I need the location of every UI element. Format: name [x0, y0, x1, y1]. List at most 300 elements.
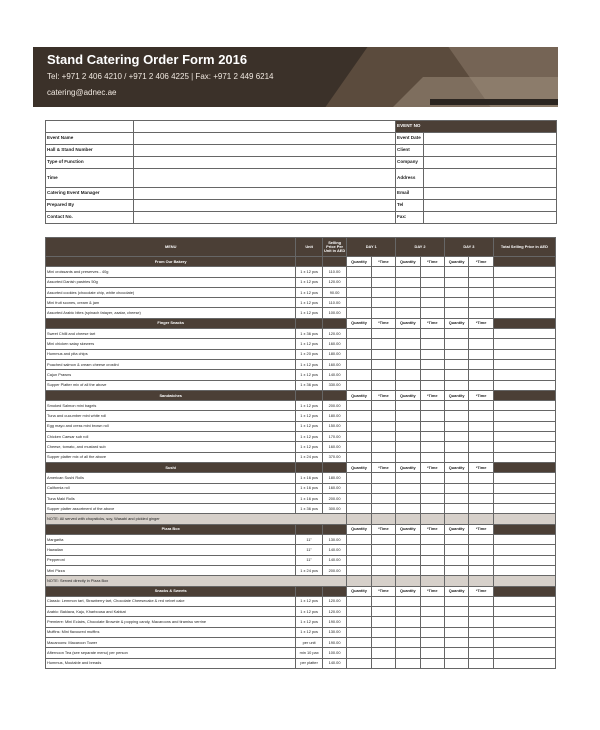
time-input[interactable]: [469, 298, 493, 308]
time-input[interactable]: [469, 648, 493, 658]
total-price-cell[interactable]: [493, 267, 555, 277]
info-row: [46, 157, 557, 169]
time-input[interactable]: [371, 545, 395, 555]
total-price-cell[interactable]: [493, 658, 555, 668]
quantity-input[interactable]: [347, 308, 371, 318]
time-input[interactable]: [469, 545, 493, 555]
quantity-input[interactable]: [396, 493, 420, 503]
time-input[interactable]: [371, 267, 395, 277]
time-input[interactable]: [469, 596, 493, 606]
info-row: [46, 200, 557, 212]
time-input[interactable]: [420, 473, 444, 483]
info-label: Prepared By: [46, 200, 134, 212]
quantity-input[interactable]: [396, 277, 420, 287]
quantity-input[interactable]: [396, 298, 420, 308]
time-input[interactable]: [420, 298, 444, 308]
quantity-input[interactable]: [444, 411, 468, 421]
table-row: [46, 617, 556, 627]
quantity-input[interactable]: [396, 359, 420, 369]
quantity-input[interactable]: [347, 411, 371, 421]
time-input[interactable]: [371, 411, 395, 421]
total-price-cell[interactable]: [493, 596, 555, 606]
info-label: Company: [396, 157, 424, 169]
item-unit: 1 x 12 pcs: [296, 277, 322, 287]
time-input[interactable]: [371, 442, 395, 452]
info-value-field[interactable]: [134, 169, 396, 188]
quantity-input[interactable]: [444, 483, 468, 493]
time-input[interactable]: [469, 473, 493, 483]
quantity-input[interactable]: [444, 339, 468, 349]
section-header-cell: [322, 586, 346, 596]
total-price-cell[interactable]: [493, 493, 555, 503]
quantity-input[interactable]: [347, 545, 371, 555]
time-input[interactable]: [371, 648, 395, 658]
quantity-input[interactable]: [444, 452, 468, 462]
time-input[interactable]: [371, 504, 395, 514]
time-input[interactable]: [420, 637, 444, 647]
total-price-cell[interactable]: [493, 401, 555, 411]
time-input[interactable]: [371, 370, 395, 380]
time-input[interactable]: [469, 493, 493, 503]
total-price-cell[interactable]: [493, 483, 555, 493]
quantity-input[interactable]: [444, 555, 468, 565]
quantity-input[interactable]: [396, 504, 420, 514]
quantity-input[interactable]: [396, 339, 420, 349]
time-input[interactable]: [420, 627, 444, 637]
item-unit: per platter: [296, 658, 322, 668]
time-input[interactable]: [469, 617, 493, 627]
time-input[interactable]: [469, 411, 493, 421]
time-input[interactable]: [371, 349, 395, 359]
time-input[interactable]: [420, 401, 444, 411]
total-price-cell[interactable]: [493, 648, 555, 658]
section-header-row: [46, 524, 556, 534]
quantity-input[interactable]: [444, 421, 468, 431]
time-input[interactable]: [371, 535, 395, 545]
time-input[interactable]: [469, 267, 493, 277]
time-input[interactable]: [420, 658, 444, 668]
total-price-cell[interactable]: [493, 535, 555, 545]
time-input[interactable]: [469, 565, 493, 575]
quantity-input[interactable]: [396, 421, 420, 431]
time-input[interactable]: [420, 339, 444, 349]
info-value-field[interactable]: [134, 121, 396, 133]
quantity-input[interactable]: [347, 535, 371, 545]
section-title: Snacks & Sweets: [46, 586, 296, 596]
info-value-field[interactable]: [424, 133, 557, 145]
quantity-input[interactable]: [396, 658, 420, 668]
time-input[interactable]: [469, 329, 493, 339]
time-input[interactable]: [469, 535, 493, 545]
quantity-input[interactable]: [347, 596, 371, 606]
info-value-field[interactable]: [424, 200, 557, 212]
quantity-input[interactable]: [444, 648, 468, 658]
quantity-input[interactable]: [396, 432, 420, 442]
time-label: *Time: [371, 524, 395, 534]
quantity-input[interactable]: [396, 329, 420, 339]
item-name: Classic: Lemmon tart, Strawberry tart, Chocolate Cheesecake & red velvet cake: [46, 596, 296, 606]
time-input[interactable]: [469, 359, 493, 369]
time-input[interactable]: [371, 555, 395, 565]
quantity-input[interactable]: [396, 596, 420, 606]
time-input[interactable]: [420, 565, 444, 575]
item-unit: 1 x 12 pcs: [296, 308, 322, 318]
quantity-input[interactable]: [444, 267, 468, 277]
time-input[interactable]: [469, 339, 493, 349]
quantity-input[interactable]: [347, 298, 371, 308]
info-value-field[interactable]: [424, 157, 557, 169]
quantity-input[interactable]: [396, 349, 420, 359]
total-price-cell[interactable]: [493, 339, 555, 349]
table-row: [46, 473, 556, 483]
quantity-input[interactable]: [444, 370, 468, 380]
time-input[interactable]: [469, 287, 493, 297]
time-input[interactable]: [420, 504, 444, 514]
time-input[interactable]: [371, 339, 395, 349]
total-price-cell[interactable]: [493, 504, 555, 514]
time-input[interactable]: [420, 432, 444, 442]
quantity-input[interactable]: [444, 637, 468, 647]
total-price-cell[interactable]: [493, 607, 555, 617]
quantity-input[interactable]: [347, 370, 371, 380]
item-unit: min 10 pax: [296, 648, 322, 658]
section-header-cell: [493, 318, 555, 328]
item-price: 150.00: [322, 421, 346, 431]
total-price-cell[interactable]: [493, 421, 555, 431]
item-name: Arabic: Baklava, Kaju, Kharbousa and Kabkat: [46, 607, 296, 617]
time-input[interactable]: [420, 421, 444, 431]
time-input[interactable]: [371, 432, 395, 442]
time-input[interactable]: [420, 287, 444, 297]
quantity-input[interactable]: [444, 349, 468, 359]
quantity-input[interactable]: [396, 452, 420, 462]
quantity-input[interactable]: [347, 555, 371, 565]
time-input[interactable]: [371, 298, 395, 308]
section-header-row: [46, 462, 556, 472]
quantity-input[interactable]: [444, 401, 468, 411]
table-row: [46, 421, 556, 431]
quantity-input[interactable]: [396, 627, 420, 637]
quantity-input[interactable]: [444, 442, 468, 452]
time-input[interactable]: [371, 277, 395, 287]
total-price-cell[interactable]: [493, 442, 555, 452]
total-price-cell[interactable]: [493, 277, 555, 287]
item-unit: 1 x 12 pcs: [296, 627, 322, 637]
total-price-cell[interactable]: [493, 545, 555, 555]
section-header-cell: [493, 524, 555, 534]
quantity-input[interactable]: [396, 637, 420, 647]
time-input[interactable]: [371, 483, 395, 493]
info-value-field[interactable]: [134, 188, 396, 200]
time-input[interactable]: [420, 607, 444, 617]
quantity-input[interactable]: [347, 421, 371, 431]
time-input[interactable]: [420, 617, 444, 627]
time-label: *Time: [469, 390, 493, 400]
quantity-input[interactable]: [347, 329, 371, 339]
time-input[interactable]: [420, 349, 444, 359]
time-input[interactable]: [469, 658, 493, 668]
quantity-input[interactable]: [444, 627, 468, 637]
total-price-cell[interactable]: [493, 370, 555, 380]
total-price-cell[interactable]: [493, 287, 555, 297]
section-header-cell: [296, 524, 322, 534]
time-input[interactable]: [371, 287, 395, 297]
table-header-row: [46, 238, 556, 257]
quantity-input[interactable]: [347, 637, 371, 647]
total-price-cell[interactable]: [493, 432, 555, 442]
quantity-input[interactable]: [347, 452, 371, 462]
section-title: Finger Snacks: [46, 318, 296, 328]
quantity-input[interactable]: [396, 473, 420, 483]
time-input[interactable]: [420, 535, 444, 545]
quantity-input[interactable]: [444, 329, 468, 339]
total-price-cell[interactable]: [493, 627, 555, 637]
time-input[interactable]: [420, 329, 444, 339]
time-input[interactable]: [420, 545, 444, 555]
time-input[interactable]: [420, 370, 444, 380]
quantity-input[interactable]: [347, 504, 371, 514]
quantity-input[interactable]: [444, 359, 468, 369]
quantity-input[interactable]: [396, 545, 420, 555]
time-input[interactable]: [371, 359, 395, 369]
quantity-input[interactable]: [444, 596, 468, 606]
quantity-input[interactable]: [347, 607, 371, 617]
time-input[interactable]: [469, 432, 493, 442]
time-input[interactable]: [469, 607, 493, 617]
time-input[interactable]: [469, 308, 493, 318]
time-input[interactable]: [469, 627, 493, 637]
info-value-field[interactable]: [134, 212, 396, 224]
time-input[interactable]: [371, 596, 395, 606]
quantity-input[interactable]: [347, 617, 371, 627]
total-price-cell[interactable]: [493, 298, 555, 308]
item-price: 200.00: [322, 401, 346, 411]
quantity-input[interactable]: [347, 442, 371, 452]
info-value-field[interactable]: [424, 188, 557, 200]
table-row: [46, 267, 556, 277]
time-input[interactable]: [420, 308, 444, 318]
time-input[interactable]: [371, 565, 395, 575]
item-price: 330.00: [322, 380, 346, 390]
quantity-input[interactable]: [444, 380, 468, 390]
item-name: Mini fruit scones, cream & jam: [46, 298, 296, 308]
time-input[interactable]: [371, 473, 395, 483]
info-row: [46, 188, 557, 200]
total-price-cell[interactable]: [493, 555, 555, 565]
quantity-input[interactable]: [347, 658, 371, 668]
quantity-input[interactable]: [347, 349, 371, 359]
time-input[interactable]: [469, 555, 493, 565]
time-input[interactable]: [371, 380, 395, 390]
info-value-field[interactable]: [134, 157, 396, 169]
quantity-input[interactable]: [347, 565, 371, 575]
quantity-input[interactable]: [444, 617, 468, 627]
item-name: Macaroons: Macaroon Tower: [46, 637, 296, 647]
total-price-cell[interactable]: [493, 411, 555, 421]
total-price-cell[interactable]: [493, 473, 555, 483]
item-name: Mini Pizza: [46, 565, 296, 575]
quantity-input[interactable]: [396, 483, 420, 493]
quantity-input[interactable]: [347, 473, 371, 483]
quantity-input[interactable]: [444, 493, 468, 503]
item-price: 170.00: [322, 432, 346, 442]
total-price-cell[interactable]: [493, 617, 555, 627]
note-cell: [371, 514, 395, 524]
total-price-cell[interactable]: [493, 565, 555, 575]
quantity-input[interactable]: [347, 287, 371, 297]
time-input[interactable]: [469, 637, 493, 647]
quantity-input[interactable]: [347, 648, 371, 658]
quantity-input[interactable]: [396, 287, 420, 297]
quantity-input[interactable]: [444, 287, 468, 297]
info-value-field[interactable]: [134, 200, 396, 212]
time-input[interactable]: [469, 277, 493, 287]
time-input[interactable]: [469, 442, 493, 452]
time-label: *Time: [371, 390, 395, 400]
time-input[interactable]: [371, 493, 395, 503]
header-day3: DAY 3: [444, 238, 493, 257]
total-price-cell[interactable]: [493, 452, 555, 462]
header-day2: DAY 2: [396, 238, 445, 257]
time-input[interactable]: [420, 442, 444, 452]
item-name: American Sushi Rolls: [46, 473, 296, 483]
quantity-input[interactable]: [347, 277, 371, 287]
quantity-input[interactable]: [347, 359, 371, 369]
quantity-input[interactable]: [347, 401, 371, 411]
quantity-input[interactable]: [347, 380, 371, 390]
quantity-input[interactable]: [396, 648, 420, 658]
quantity-input[interactable]: [444, 535, 468, 545]
total-price-cell[interactable]: [493, 349, 555, 359]
item-name: Hummus, Moutable and breads: [46, 658, 296, 668]
quantity-input[interactable]: [444, 473, 468, 483]
quantity-input[interactable]: [347, 493, 371, 503]
time-input[interactable]: [469, 483, 493, 493]
time-input[interactable]: [469, 380, 493, 390]
quantity-input[interactable]: [396, 442, 420, 452]
quantity-input[interactable]: [396, 555, 420, 565]
time-label: *Time: [420, 586, 444, 596]
quantity-input[interactable]: [396, 411, 420, 421]
item-unit: 1 x 12 pcs: [296, 339, 322, 349]
quantity-input[interactable]: [444, 277, 468, 287]
quantity-input[interactable]: [396, 380, 420, 390]
quantity-input[interactable]: [396, 607, 420, 617]
item-price: 180.00: [322, 411, 346, 421]
total-price-cell[interactable]: [493, 308, 555, 318]
table-row: [46, 298, 556, 308]
quantity-input[interactable]: [444, 308, 468, 318]
section-note-row: [46, 514, 556, 524]
time-input[interactable]: [371, 617, 395, 627]
time-input[interactable]: [420, 493, 444, 503]
time-input[interactable]: [371, 627, 395, 637]
info-value-field[interactable]: [424, 212, 557, 224]
time-input[interactable]: [420, 359, 444, 369]
time-label: *Time: [469, 257, 493, 267]
quantity-input[interactable]: [347, 483, 371, 493]
quantity-input[interactable]: [396, 535, 420, 545]
time-input[interactable]: [371, 421, 395, 431]
section-title: Pizza Box: [46, 524, 296, 534]
item-name: Hawaiian: [46, 545, 296, 555]
quantity-input[interactable]: [444, 432, 468, 442]
time-input[interactable]: [469, 421, 493, 431]
time-label: *Time: [469, 318, 493, 328]
quantity-input[interactable]: [444, 545, 468, 555]
time-input[interactable]: [420, 267, 444, 277]
item-unit: 1 x 12 pcs: [296, 442, 322, 452]
info-value-field[interactable]: [424, 169, 557, 188]
quantity-input[interactable]: [444, 658, 468, 668]
table-row: [46, 452, 556, 462]
info-value-field[interactable]: [134, 133, 396, 145]
total-price-cell[interactable]: [493, 380, 555, 390]
total-price-cell[interactable]: [493, 329, 555, 339]
quantity-input[interactable]: [396, 308, 420, 318]
info-value-field[interactable]: [424, 145, 557, 157]
time-input[interactable]: [469, 452, 493, 462]
time-input[interactable]: [371, 637, 395, 647]
quantity-input[interactable]: [444, 504, 468, 514]
quantity-input[interactable]: [396, 401, 420, 411]
time-input[interactable]: [371, 658, 395, 668]
section-header-row: [46, 390, 556, 400]
time-input[interactable]: [420, 411, 444, 421]
table-row: [46, 545, 556, 555]
time-input[interactable]: [469, 370, 493, 380]
section-header-cell: [493, 390, 555, 400]
time-input[interactable]: [420, 483, 444, 493]
quantity-input[interactable]: [396, 370, 420, 380]
time-input[interactable]: [371, 401, 395, 411]
time-input[interactable]: [420, 277, 444, 287]
quantity-input[interactable]: [396, 267, 420, 277]
item-price: 140.00: [322, 555, 346, 565]
quantity-input[interactable]: [444, 298, 468, 308]
quantity-input[interactable]: [444, 607, 468, 617]
total-price-cell[interactable]: [493, 359, 555, 369]
time-input[interactable]: [371, 607, 395, 617]
quantity-input[interactable]: [347, 627, 371, 637]
quantity-input[interactable]: [396, 565, 420, 575]
item-name: Afternoon Tea (see separate menu) per person: [46, 648, 296, 658]
header-banner: [33, 47, 558, 107]
quantity-input[interactable]: [396, 617, 420, 627]
time-input[interactable]: [420, 380, 444, 390]
quantity-input[interactable]: [347, 267, 371, 277]
quantity-input[interactable]: [347, 432, 371, 442]
time-input[interactable]: [469, 401, 493, 411]
table-row: [46, 401, 556, 411]
time-input[interactable]: [420, 596, 444, 606]
total-price-cell[interactable]: [493, 637, 555, 647]
time-input[interactable]: [420, 452, 444, 462]
table-row: [46, 432, 556, 442]
time-input[interactable]: [469, 504, 493, 514]
time-input[interactable]: [420, 555, 444, 565]
time-input[interactable]: [420, 648, 444, 658]
time-input[interactable]: [371, 452, 395, 462]
time-input[interactable]: [371, 329, 395, 339]
quantity-input[interactable]: [444, 565, 468, 575]
time-input[interactable]: [469, 349, 493, 359]
time-input[interactable]: [371, 308, 395, 318]
quantity-input[interactable]: [347, 339, 371, 349]
info-value-field[interactable]: [134, 145, 396, 157]
quantity-label: Quantity: [347, 318, 371, 328]
contact-email: catering@adnec.ae: [47, 88, 117, 97]
